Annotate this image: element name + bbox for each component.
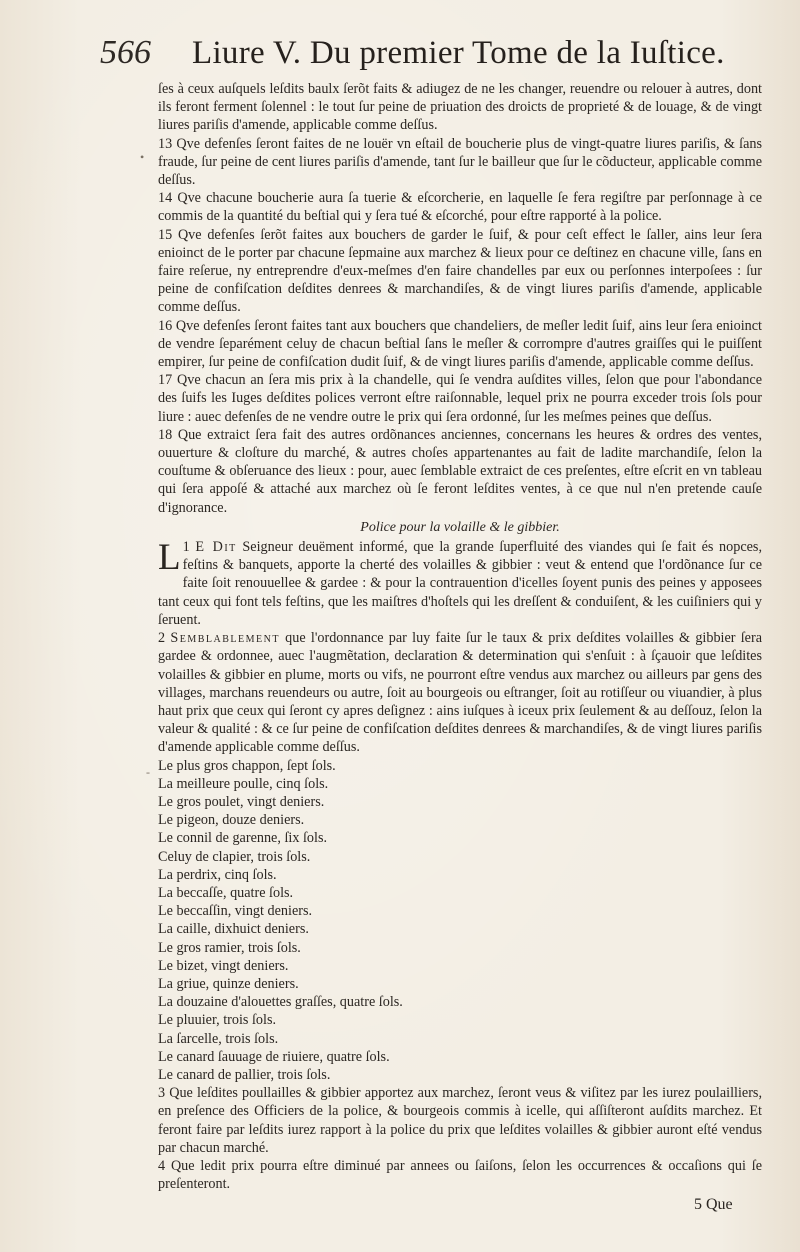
list-item: Le pluuier, trois ſols.	[158, 1012, 277, 1029]
list-item: Le canard de pallier, trois ſols.	[158, 1066, 331, 1083]
article-number: 1	[182, 539, 190, 556]
list-item: La douzaine d'alouettes graſſes, quatre ſols.	[158, 994, 403, 1011]
article-14: 14 Qve chacune boucherie aura ſa tuerie & eſcorcherie, en laquelle ſe fera regiſtre par perſonnage à ce commis de la quantité du beſtial qui y ſera tué & eſcorché, pour eſtre rapporté à la police.	[158, 190, 762, 225]
list-item: Le gros ramier, trois ſols.	[158, 939, 301, 956]
list-item: Le canard ſauuage de riuiere, quatre ſols.	[158, 1048, 390, 1065]
running-title: Liure V. Du premier Tome de la Iuſtice.	[192, 35, 725, 71]
list-item: Le pigeon, douze deniers.	[158, 812, 305, 829]
drop-capital: L	[158, 537, 181, 579]
article-15: 15 Qve defenſes ſerõt faites aux bouchers de garder le ſuif, & pour ceſt effect le ſaller, ains leur ſera enioinct de le porter par chacune ſepmaine aux marchez & lieux pour ce deſtinez en chacune ville, ſans en faire reſerue, ny entreprendre d'eux-meſmes d'en faire chandelles par eux ou perſonnes interpoſees : ſur peine de confiſcation deſdites denrees & marchandiſes, & de vingt liures pariſis d'amende, applicable comme deſſus.	[158, 226, 762, 316]
article-17: 17 Qve chacun an ſera mis prix à la chandelle, qui ſe vendra auſdites villes, ſelon que pour l'abondance des ſuifs les Iuges deſdites polices verront eſtre raiſonnable, lequel prix ne pourra exceder trois ſols pour liure : auec defenſes de ne vendre outre le prix qui ſera ordonné, ſur les meſmes peines que deſſus.	[158, 372, 762, 425]
price-list	[158, 757, 762, 1085]
list-item: La caille, dixhuict deniers.	[158, 921, 309, 938]
list-item: Le plus gros chappon, ſept ſols.	[158, 757, 336, 774]
article-number: 2	[158, 630, 166, 647]
margin-dash-icon: -	[146, 765, 150, 779]
article-volaille-1	[158, 538, 762, 629]
article-lead: Semblablement	[170, 630, 280, 647]
list-item: La griue, quinze deniers.	[158, 975, 299, 992]
article-18: 18 Que extraict ſera fait des autres ordõnances anciennes, concernans les heures & ordres des ventes, ouuerture & cloſture du marché, & autres choſes appartenantes au fait de ladite marchandiſe, ſelon la couſtume & obſeruance des lieux : pour, auec ſemblable extraict de ces preſentes, eſtre eſcrit en vn tableau qui ſera appoſé & attaché aux marchez où ſe feront leſdites ventes, à ce que nul n'en pretende cauſe d'ignorance.	[158, 426, 762, 516]
article-13: 13 Qve defenſes ſeront faites de ne louër vn eſtail de boucherie plus de vingt-quatre liures pariſis, & ſans fraude, ſur peine de cent liures pariſis d'amende, tant ſur le bailleur que ſur le cõducteur, applicable comme deſſus.	[158, 135, 762, 189]
article-16: 16 Qve defenſes ſeront faites tant aux bouchers que chandeliers, de meſler ledit ſuif, ains leur ſera enioinct de vendre ſeparément celuy de chacun beſtial ſans le meſler & corrompre d'autres graiſſes qui le puiſſent empirer, ſur peine de confiſcation dudit ſuif, & de vingt liures pariſis d'amende, applicable comme deſſus.	[158, 317, 762, 371]
page-number: 566	[100, 34, 151, 71]
list-item: Le beccaſſin, vingt deniers.	[158, 903, 313, 920]
list-item: La ſarcelle, trois ſols.	[158, 1030, 279, 1047]
page-header	[100, 34, 760, 72]
list-item: La meilleure poulle, cinq ſols.	[158, 775, 329, 792]
list-item: La beccaſſe, quatre ſols.	[158, 884, 294, 901]
list-item: Le connil de garenne, ſix ſols.	[158, 830, 328, 847]
section-heading: Police pour la volaille & le gibbier.	[360, 519, 560, 535]
article-text: que l'ordonnance par luy faite ſur le taux & prix deſdites volailles & gibbier ſera gardee & ordonnee, auec l'augmẽtation, declaration & determination qui s'enſuit : à ſçauoir que leſdites volailles & gibbier en plume, morts ou vifs, ne pourront eſtre vendus aux marchez ou ailleurs par gens des villages, marchans reuendeurs ou autre, ſoit au bourgeois ou eſtranger, ſoit au rotiſſeur ou viuandier, à plus haut prix que ceux qui ſeront cy apres deſignez : ains iuſques à iceux prix ſeulement & au deſſouz, ſelon la valeur & qualité : & ce ſur peine de confiſcation deſdites denrees & marchandiſes, & de vingt liures pariſis d'amende applicable comme deſſus.	[158, 630, 762, 756]
article-lead: E Dit	[195, 539, 237, 556]
catchword: 5 Que	[694, 1196, 733, 1213]
body-text	[158, 80, 762, 1193]
article-volaille-4: 4 Que ledit prix pourra eſtre diminué par annees ou ſaiſons, ſelon les occurrences & occaſions qui ſe preſenteront.	[158, 1157, 762, 1193]
list-item: La perdrix, cinq ſols.	[158, 866, 277, 883]
list-item: Le gros poulet, vingt deniers.	[158, 793, 325, 810]
list-item: Le bizet, vingt deniers.	[158, 957, 289, 974]
article-volaille-3: 3 Que leſdites poullailles & gibbier apportez aux marchez, ſeront veus & viſitez par les iurez poulailliers, en preſence des Officiers de la police, & bourgeois commis à icelle, qui aſſiſteront auſdits marchez. Et feront faire par leſdits iurez rapport à la police du prix que leſdites volailles & gibbier auront eſté vendus par chacun marché.	[158, 1085, 762, 1156]
list-item: Celuy de clapier, trois ſols.	[158, 848, 311, 865]
article-text: Seigneur deuëment informé, que la grande ſuperfluité des viandes qui ſe fait és nopces, feſtins & banquets, apporte la cherté des volailles & gibbier : veut & entend que l'ordõnance ſur ce faite ſoit renouuellee & gardee : & pour la contrauention d'icelles ſoyent punis des peines y apposees tant ceux qui font tels feſtins, que les maiſtres d'hoſtels qui les dreſſent & conduiſent, & les cuiſiniers qui y ſeruent.	[158, 539, 762, 628]
margin-dot-icon: •	[140, 150, 145, 164]
paragraph-continuation: ſes à ceux auſquels leſdits baulx ſerõt faits & adiugez de ne les changer, reuendre ou relouer à autres, dont ils feront ferment ſolennel : le tout ſur peine de priuation des droicts de proprieté & de louage, & de vingt liures pariſis d'amende, applicable comme deſſus.	[158, 81, 762, 134]
article-volaille-2	[158, 629, 762, 756]
